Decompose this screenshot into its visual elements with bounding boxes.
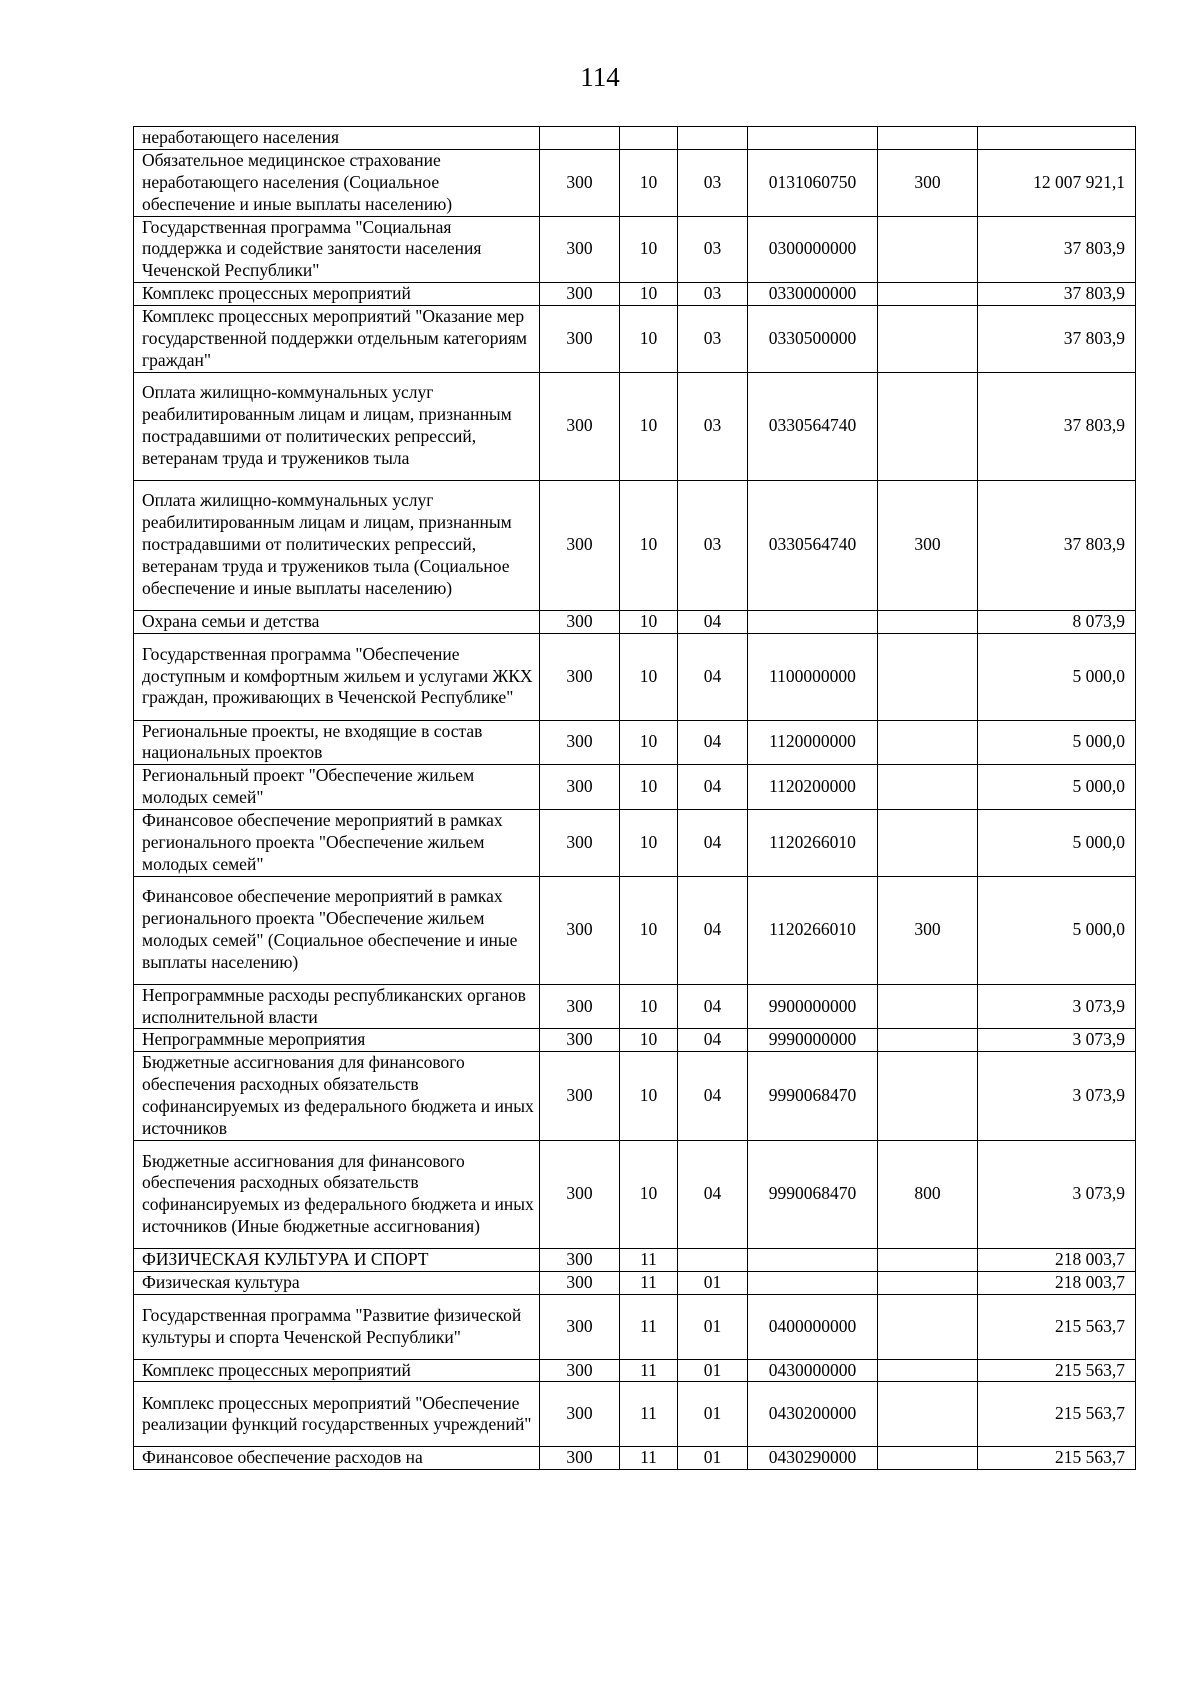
row-expense-type bbox=[878, 372, 978, 480]
row-expense-type bbox=[878, 1052, 978, 1141]
row-grbs-code: 300 bbox=[540, 1029, 620, 1052]
row-subsection-code: 04 bbox=[678, 1140, 748, 1248]
row-name: Финансовое обеспечение расходов на bbox=[134, 1447, 540, 1470]
row-name: Комплекс процессных мероприятий "Оказание мер государственной поддержки отдельным категориям граждан" bbox=[134, 306, 540, 373]
row-amount: 215 563,7 bbox=[978, 1447, 1136, 1470]
row-expense-type bbox=[878, 1359, 978, 1382]
row-amount: 5 000,0 bbox=[978, 810, 1136, 877]
table-row bbox=[134, 1248, 1136, 1271]
row-expense-type bbox=[878, 1382, 978, 1447]
row-name: Бюджетные ассигнования для финансового обеспечения расходных обязательств софинансируемых из федерального бюджета и иных источников (Иные бюджетные ассигнования) bbox=[134, 1140, 540, 1248]
row-subsection-code: 01 bbox=[678, 1271, 748, 1294]
row-amount: 215 563,7 bbox=[978, 1359, 1136, 1382]
table-row bbox=[134, 1382, 1136, 1447]
row-section-code bbox=[620, 127, 678, 150]
row-section-code: 11 bbox=[620, 1248, 678, 1271]
table-row bbox=[134, 1140, 1136, 1248]
row-amount: 8 073,9 bbox=[978, 610, 1136, 633]
row-name: Бюджетные ассигнования для финансового обеспечения расходных обязательств софинансируемых из федерального бюджета и иных источников bbox=[134, 1052, 540, 1141]
row-expense-type bbox=[878, 1294, 978, 1359]
row-name: Финансовое обеспечение мероприятий в рамках регионального проекта "Обеспечение жильем молодых семей" bbox=[134, 810, 540, 877]
table-row bbox=[134, 720, 1136, 765]
row-target-article: 1120200000 bbox=[748, 765, 878, 810]
row-amount: 37 803,9 bbox=[978, 372, 1136, 480]
row-grbs-code: 300 bbox=[540, 1294, 620, 1359]
budget-table bbox=[133, 126, 1136, 1470]
row-subsection-code: 03 bbox=[678, 216, 748, 283]
row-amount: 3 073,9 bbox=[978, 1052, 1136, 1141]
page-number: 114 bbox=[580, 62, 620, 92]
row-section-code: 11 bbox=[620, 1382, 678, 1447]
row-subsection-code: 01 bbox=[678, 1447, 748, 1470]
row-target-article: 0430200000 bbox=[748, 1382, 878, 1447]
row-name: Региональные проекты, не входящие в состав национальных проектов bbox=[134, 720, 540, 765]
row-subsection-code: 03 bbox=[678, 480, 748, 610]
row-expense-type bbox=[878, 765, 978, 810]
row-grbs-code: 300 bbox=[540, 720, 620, 765]
row-expense-type bbox=[878, 283, 978, 306]
row-name: Региональный проект "Обеспечение жильем молодых семей" bbox=[134, 765, 540, 810]
table-row bbox=[134, 1052, 1136, 1141]
table-row bbox=[134, 1359, 1136, 1382]
row-subsection-code: 04 bbox=[678, 810, 748, 877]
row-target-article: 9900000000 bbox=[748, 984, 878, 1029]
row-subsection-code: 04 bbox=[678, 765, 748, 810]
row-grbs-code: 300 bbox=[540, 633, 620, 720]
row-section-code: 10 bbox=[620, 1029, 678, 1052]
table-row bbox=[134, 633, 1136, 720]
row-amount: 37 803,9 bbox=[978, 480, 1136, 610]
row-amount: 5 000,0 bbox=[978, 633, 1136, 720]
row-grbs-code: 300 bbox=[540, 810, 620, 877]
table-row bbox=[134, 372, 1136, 480]
row-expense-type bbox=[878, 810, 978, 877]
row-section-code: 10 bbox=[620, 372, 678, 480]
row-subsection-code: 03 bbox=[678, 149, 748, 216]
row-amount: 215 563,7 bbox=[978, 1294, 1136, 1359]
table-row bbox=[134, 480, 1136, 610]
row-subsection-code: 01 bbox=[678, 1359, 748, 1382]
row-grbs-code: 300 bbox=[540, 765, 620, 810]
row-name: Комплекс процессных мероприятий "Обеспечение реализации функций государственных учреждений" bbox=[134, 1382, 540, 1447]
row-expense-type bbox=[878, 720, 978, 765]
row-amount: 37 803,9 bbox=[978, 216, 1136, 283]
row-expense-type bbox=[878, 1447, 978, 1470]
row-expense-type bbox=[878, 1271, 978, 1294]
row-grbs-code: 300 bbox=[540, 1271, 620, 1294]
row-expense-type: 800 bbox=[878, 1140, 978, 1248]
row-grbs-code: 300 bbox=[540, 1140, 620, 1248]
row-amount: 5 000,0 bbox=[978, 765, 1136, 810]
table-row bbox=[134, 984, 1136, 1029]
row-section-code: 10 bbox=[620, 765, 678, 810]
row-section-code: 10 bbox=[620, 480, 678, 610]
row-amount: 3 073,9 bbox=[978, 1140, 1136, 1248]
row-name: Физическая культура bbox=[134, 1271, 540, 1294]
row-target-article: 1120000000 bbox=[748, 720, 878, 765]
row-section-code: 10 bbox=[620, 283, 678, 306]
row-subsection-code: 04 bbox=[678, 1052, 748, 1141]
row-section-code: 10 bbox=[620, 984, 678, 1029]
row-subsection-code: 04 bbox=[678, 1029, 748, 1052]
row-expense-type bbox=[878, 1248, 978, 1271]
row-amount: 37 803,9 bbox=[978, 283, 1136, 306]
row-subsection-code: 03 bbox=[678, 306, 748, 373]
row-expense-type bbox=[878, 306, 978, 373]
row-name: Комплекс процессных мероприятий bbox=[134, 283, 540, 306]
row-subsection-code: 04 bbox=[678, 876, 748, 984]
row-grbs-code: 300 bbox=[540, 610, 620, 633]
row-section-code: 10 bbox=[620, 876, 678, 984]
row-subsection-code: 04 bbox=[678, 633, 748, 720]
row-grbs-code: 300 bbox=[540, 216, 620, 283]
row-grbs-code: 300 bbox=[540, 372, 620, 480]
row-section-code: 10 bbox=[620, 610, 678, 633]
row-amount: 5 000,0 bbox=[978, 720, 1136, 765]
row-target-article: 9990068470 bbox=[748, 1140, 878, 1248]
row-grbs-code: 300 bbox=[540, 1248, 620, 1271]
table-row bbox=[134, 765, 1136, 810]
row-subsection-code: 03 bbox=[678, 283, 748, 306]
row-expense-type bbox=[878, 984, 978, 1029]
table-row bbox=[134, 1029, 1136, 1052]
row-section-code: 10 bbox=[620, 633, 678, 720]
row-target-article bbox=[748, 1271, 878, 1294]
table-row bbox=[134, 1271, 1136, 1294]
table-row bbox=[134, 876, 1136, 984]
row-amount bbox=[978, 127, 1136, 150]
row-target-article: 0330564740 bbox=[748, 480, 878, 610]
table-row bbox=[134, 306, 1136, 373]
row-expense-type: 300 bbox=[878, 480, 978, 610]
row-name: Оплата жилищно-коммунальных услуг реабилитированным лицам и лицам, признанным пострадавшими от политических репрессий, ветеранам труда и тружеников тыла (Социальное обеспечение и иные выплаты населению) bbox=[134, 480, 540, 610]
row-amount: 215 563,7 bbox=[978, 1382, 1136, 1447]
table-row bbox=[134, 810, 1136, 877]
row-expense-type bbox=[878, 633, 978, 720]
row-name: Финансовое обеспечение мероприятий в рамках регионального проекта "Обеспечение жильем молодых семей" (Социальное обеспечение и иные выплаты населению) bbox=[134, 876, 540, 984]
row-expense-type bbox=[878, 610, 978, 633]
row-grbs-code: 300 bbox=[540, 1382, 620, 1447]
row-subsection-code: 04 bbox=[678, 720, 748, 765]
row-grbs-code: 300 bbox=[540, 306, 620, 373]
row-name: Государственная программа "Обеспечение доступным и комфортным жильем и услугами ЖКХ граждан, проживающих в Чеченской Республике" bbox=[134, 633, 540, 720]
table-row bbox=[134, 283, 1136, 306]
row-section-code: 11 bbox=[620, 1447, 678, 1470]
row-name: Непрограммные мероприятия bbox=[134, 1029, 540, 1052]
table-row bbox=[134, 149, 1136, 216]
row-subsection-code: 04 bbox=[678, 610, 748, 633]
row-amount: 3 073,9 bbox=[978, 984, 1136, 1029]
table-row bbox=[134, 216, 1136, 283]
table-row bbox=[134, 1294, 1136, 1359]
row-target-article: 1120266010 bbox=[748, 810, 878, 877]
row-target-article bbox=[748, 127, 878, 150]
row-target-article bbox=[748, 610, 878, 633]
row-amount: 12 007 921,1 bbox=[978, 149, 1136, 216]
row-grbs-code: 300 bbox=[540, 1447, 620, 1470]
row-subsection-code: 01 bbox=[678, 1382, 748, 1447]
row-name: Государственная программа "Социальная поддержка и содействие занятости населения Чеченской Республики" bbox=[134, 216, 540, 283]
row-section-code: 11 bbox=[620, 1359, 678, 1382]
row-section-code: 10 bbox=[620, 1052, 678, 1141]
row-section-code: 11 bbox=[620, 1271, 678, 1294]
row-target-article: 0131060750 bbox=[748, 149, 878, 216]
row-section-code: 10 bbox=[620, 720, 678, 765]
row-grbs-code: 300 bbox=[540, 283, 620, 306]
row-grbs-code: 300 bbox=[540, 480, 620, 610]
row-expense-type: 300 bbox=[878, 149, 978, 216]
row-target-article bbox=[748, 1248, 878, 1271]
row-name: Охрана семьи и детства bbox=[134, 610, 540, 633]
row-target-article: 1120266010 bbox=[748, 876, 878, 984]
table-row bbox=[134, 127, 1136, 150]
row-target-article: 0430290000 bbox=[748, 1447, 878, 1470]
row-amount: 218 003,7 bbox=[978, 1271, 1136, 1294]
row-subsection-code: 03 bbox=[678, 372, 748, 480]
row-target-article: 0430000000 bbox=[748, 1359, 878, 1382]
row-name: ФИЗИЧЕСКАЯ КУЛЬТУРА И СПОРТ bbox=[134, 1248, 540, 1271]
row-name: Оплата жилищно-коммунальных услуг реабилитированным лицам и лицам, признанным пострадавшими от политических репрессий, ветеранам труда и тружеников тыла bbox=[134, 372, 540, 480]
row-expense-type bbox=[878, 216, 978, 283]
row-subsection-code bbox=[678, 127, 748, 150]
row-grbs-code: 300 bbox=[540, 149, 620, 216]
row-grbs-code bbox=[540, 127, 620, 150]
row-expense-type: 300 bbox=[878, 876, 978, 984]
row-section-code: 10 bbox=[620, 1140, 678, 1248]
row-section-code: 10 bbox=[620, 306, 678, 373]
row-section-code: 10 bbox=[620, 810, 678, 877]
table-row bbox=[134, 1447, 1136, 1470]
row-target-article: 0300000000 bbox=[748, 216, 878, 283]
row-section-code: 10 bbox=[620, 216, 678, 283]
budget-table-body bbox=[134, 127, 1136, 1470]
row-target-article: 9990068470 bbox=[748, 1052, 878, 1141]
row-name: Комплекс процессных мероприятий bbox=[134, 1359, 540, 1382]
row-grbs-code: 300 bbox=[540, 1359, 620, 1382]
row-target-article: 0400000000 bbox=[748, 1294, 878, 1359]
row-expense-type bbox=[878, 127, 978, 150]
row-section-code: 11 bbox=[620, 1294, 678, 1359]
row-section-code: 10 bbox=[620, 149, 678, 216]
row-target-article: 1100000000 bbox=[748, 633, 878, 720]
row-subsection-code: 01 bbox=[678, 1294, 748, 1359]
row-target-article: 9990000000 bbox=[748, 1029, 878, 1052]
row-amount: 218 003,7 bbox=[978, 1248, 1136, 1271]
table-row bbox=[134, 610, 1136, 633]
row-expense-type bbox=[878, 1029, 978, 1052]
row-grbs-code: 300 bbox=[540, 1052, 620, 1141]
row-name: Государственная программа "Развитие физической культуры и спорта Чеченской Республики" bbox=[134, 1294, 540, 1359]
row-name: Непрограммные расходы республиканских органов исполнительной власти bbox=[134, 984, 540, 1029]
row-amount: 3 073,9 bbox=[978, 1029, 1136, 1052]
row-grbs-code: 300 bbox=[540, 876, 620, 984]
row-amount: 5 000,0 bbox=[978, 876, 1136, 984]
row-grbs-code: 300 bbox=[540, 984, 620, 1029]
row-name: неработающего населения bbox=[134, 127, 540, 150]
row-target-article: 0330564740 bbox=[748, 372, 878, 480]
row-amount: 37 803,9 bbox=[978, 306, 1136, 373]
row-target-article: 0330000000 bbox=[748, 283, 878, 306]
row-name: Обязательное медицинское страхование неработающего населения (Социальное обеспечение и иные выплаты населению) bbox=[134, 149, 540, 216]
row-target-article: 0330500000 bbox=[748, 306, 878, 373]
row-subsection-code bbox=[678, 1248, 748, 1271]
row-subsection-code: 04 bbox=[678, 984, 748, 1029]
